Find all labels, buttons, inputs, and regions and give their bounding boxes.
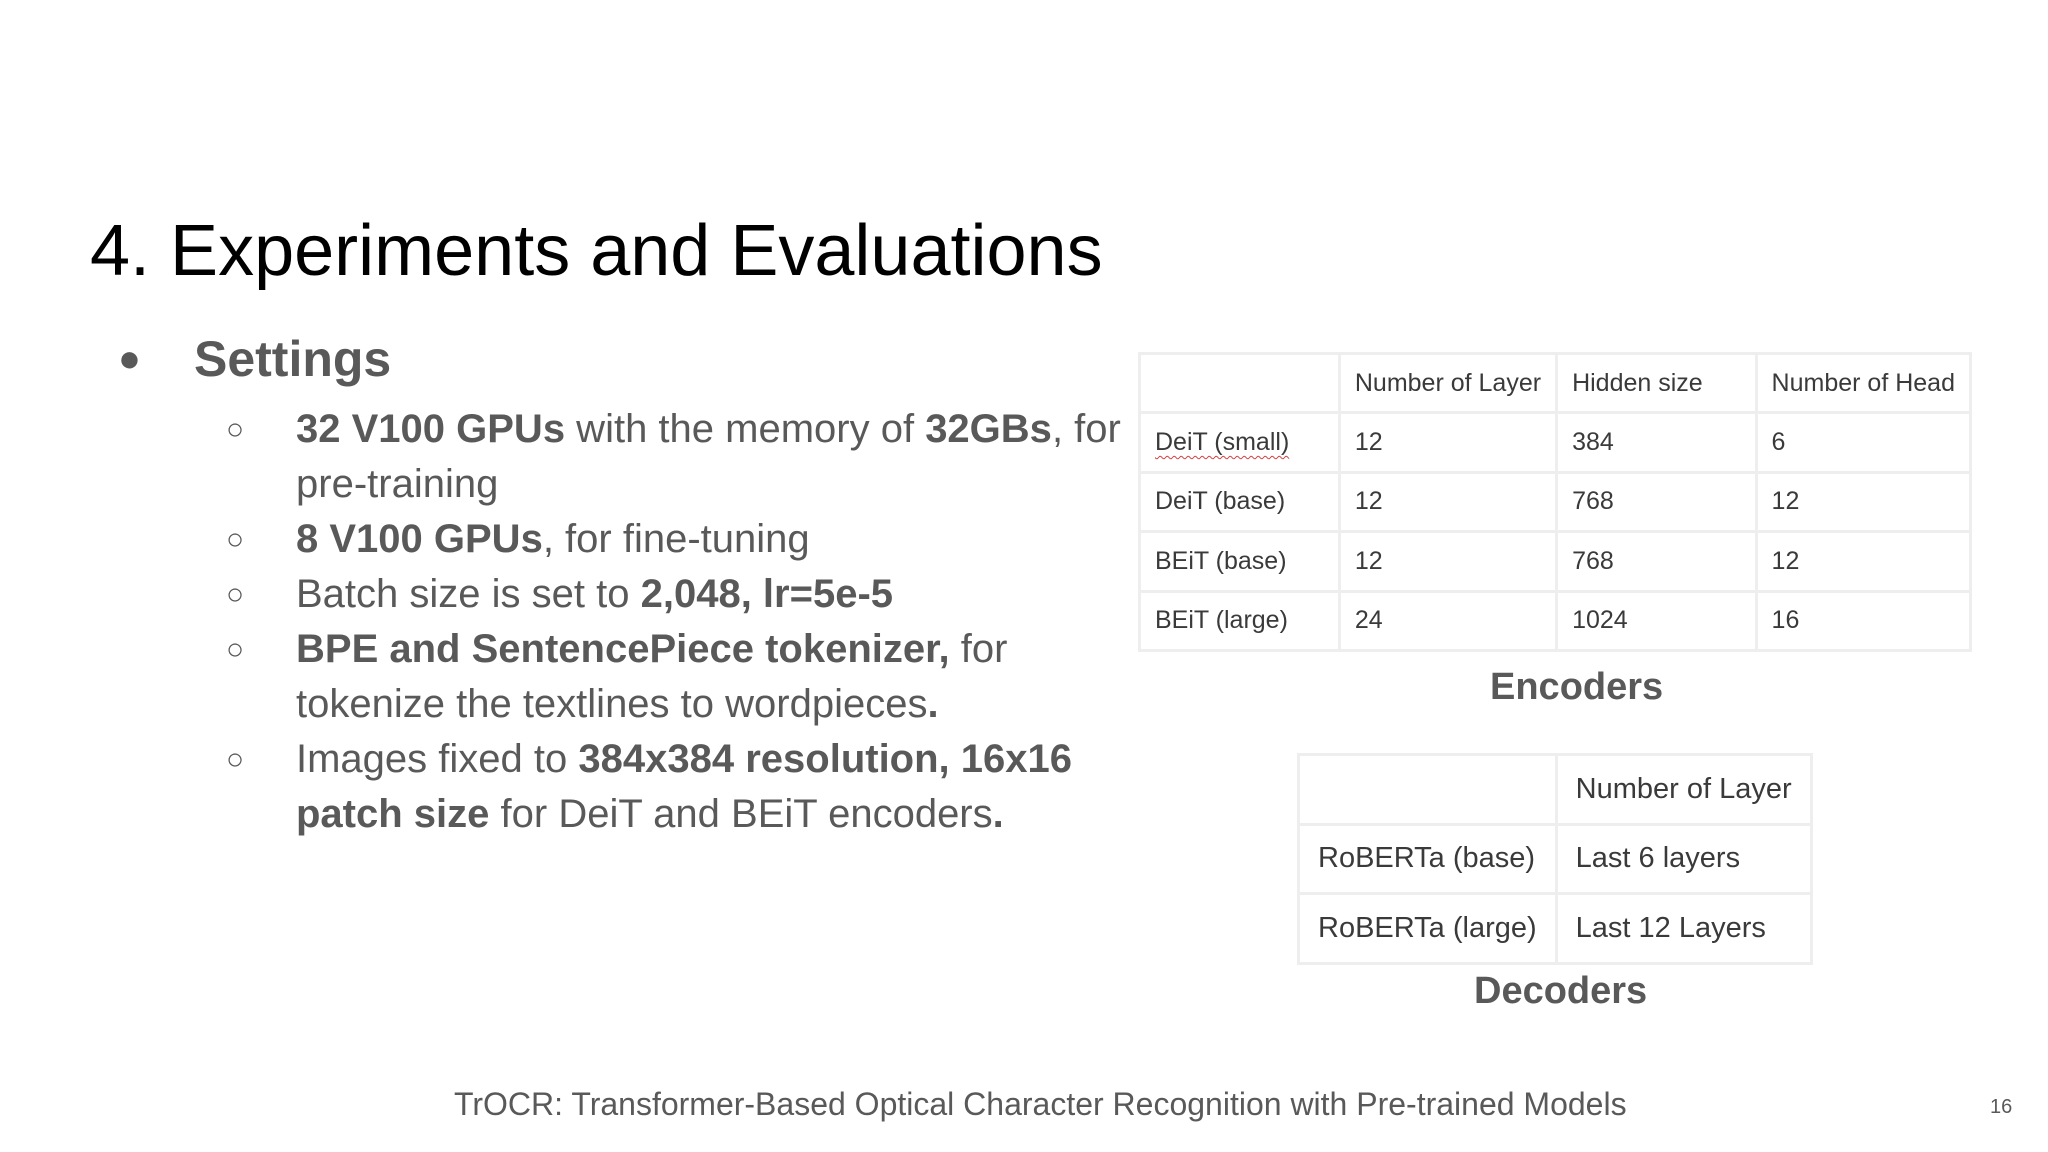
table-row [1140, 532, 1971, 591]
table-cell: 1024 [1557, 591, 1756, 650]
table-header-cell: Number of Layer [1339, 354, 1556, 413]
circle-bullet-icon: ○ [226, 413, 245, 446]
bold-text-run: . [927, 682, 939, 726]
bold-text-run: 384x384 resolution, 16x16 patch size [296, 737, 1073, 836]
spellcheck-underlined-text: DeiT (small) [1155, 428, 1290, 457]
text-run: Images fixed to [296, 737, 579, 781]
circle-bullet-icon: ○ [226, 743, 245, 776]
decoders-caption: Decoders [1474, 970, 1648, 1012]
settings-list-item [226, 512, 1126, 567]
text-run: with the memory of [565, 407, 926, 451]
table-row [1140, 591, 1971, 650]
settings-list-item [226, 402, 1126, 512]
text-run: , for fine-tuning [542, 517, 810, 561]
table-header-cell: Number of Layer [1556, 755, 1811, 825]
table-header-cell [1140, 354, 1340, 413]
table-header-cell: Number of Head [1756, 354, 1970, 413]
bold-text-run: BPE and SentencePiece tokenizer, [296, 627, 950, 671]
encoders-table [1138, 352, 1972, 652]
decoders-header-row [1299, 755, 1812, 825]
table-cell: 768 [1557, 472, 1756, 531]
table-cell [1140, 413, 1340, 472]
footer-text: TrOCR: Transformer-Based Optical Character Recognition with Pre-trained Models [454, 1086, 1627, 1122]
encoders-caption: Encoders [1490, 666, 1664, 708]
table-cell: Last 6 layers [1556, 824, 1811, 894]
text-run: Batch size is set to [296, 572, 641, 616]
settings-list-item [226, 567, 1126, 622]
text-run: for tokenize the textlines to wordpieces [296, 627, 1008, 726]
table-row [1299, 894, 1812, 964]
table-cell: 12 [1339, 472, 1556, 531]
settings-list [226, 402, 1126, 842]
circle-bullet-icon: ○ [226, 633, 245, 666]
table-cell: 12 [1339, 413, 1556, 472]
table-cell: Last 12 Layers [1556, 894, 1811, 964]
bold-text-run: 32GBs [925, 407, 1052, 451]
table-cell: 24 [1339, 591, 1556, 650]
settings-heading-label: Settings [194, 331, 392, 387]
table-cell: BEiT (base) [1140, 532, 1340, 591]
table-cell: 16 [1756, 591, 1970, 650]
table-cell: 768 [1557, 532, 1756, 591]
table-cell: RoBERTa (base) [1299, 824, 1557, 894]
table-cell: DeiT (base) [1140, 472, 1340, 531]
settings-list-item [226, 732, 1126, 842]
table-cell: 12 [1339, 532, 1556, 591]
bold-text-run: 2,048, lr=5e-5 [640, 572, 894, 616]
table-cell: 6 [1756, 413, 1970, 472]
table-row [1140, 472, 1971, 531]
table-cell: RoBERTa (large) [1299, 894, 1557, 964]
circle-bullet-icon: ○ [226, 578, 245, 611]
bold-text-run: 32 V100 GPUs [296, 407, 566, 451]
page-number: 16 [1990, 1096, 2013, 1118]
table-header-cell [1299, 755, 1557, 825]
circle-bullet-icon: ○ [226, 523, 245, 556]
table-cell: 12 [1756, 532, 1970, 591]
table-header-cell: Hidden size [1557, 354, 1756, 413]
table-cell: 384 [1557, 413, 1756, 472]
table-row [1140, 413, 1971, 472]
encoders-header-row [1140, 354, 1971, 413]
table-cell: 12 [1756, 472, 1970, 531]
bold-text-run: 8 V100 GPUs [296, 517, 543, 561]
bullet-icon: ● [118, 338, 141, 380]
table-row [1299, 824, 1812, 894]
slide-title: 4. Experiments and Evaluations [90, 211, 1103, 291]
settings-list-item [226, 622, 1126, 732]
decoders-table [1297, 753, 1813, 965]
text-run: for DeiT and BEiT encoders [489, 792, 993, 836]
table-cell: BEiT (large) [1140, 591, 1340, 650]
text-run: , for pre-training [296, 407, 1121, 506]
bold-text-run: . [992, 792, 1004, 836]
